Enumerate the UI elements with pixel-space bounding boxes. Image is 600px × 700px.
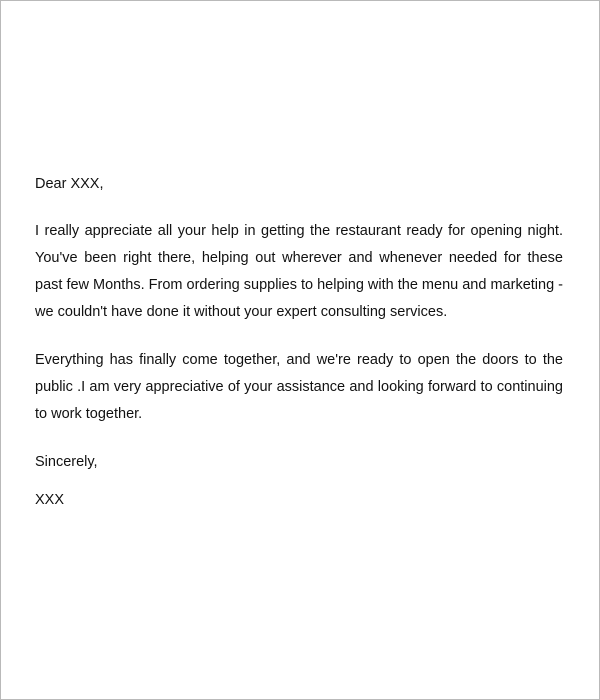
letter-body [35,171,563,514]
letter-signature: XXX [35,492,65,508]
letter-paragraph-2: Everything has finally come together, and we're ready to open the doors to the public .I am very appreciative of your assistance and looking forward to continuing to work together. [35,352,563,422]
letter-closing: Sincerely, [35,454,98,470]
letter-paragraph-1: I really appreciate all your help in getting the restaurant ready for opening night. You've been right there, helping out wherever and whenever needed for these past few Months. From ordering supplies to helping with the menu and marketing - we couldn't have done it without your expert consulting services. [35,223,563,320]
letter-greeting: Dear XXX, [35,176,104,192]
